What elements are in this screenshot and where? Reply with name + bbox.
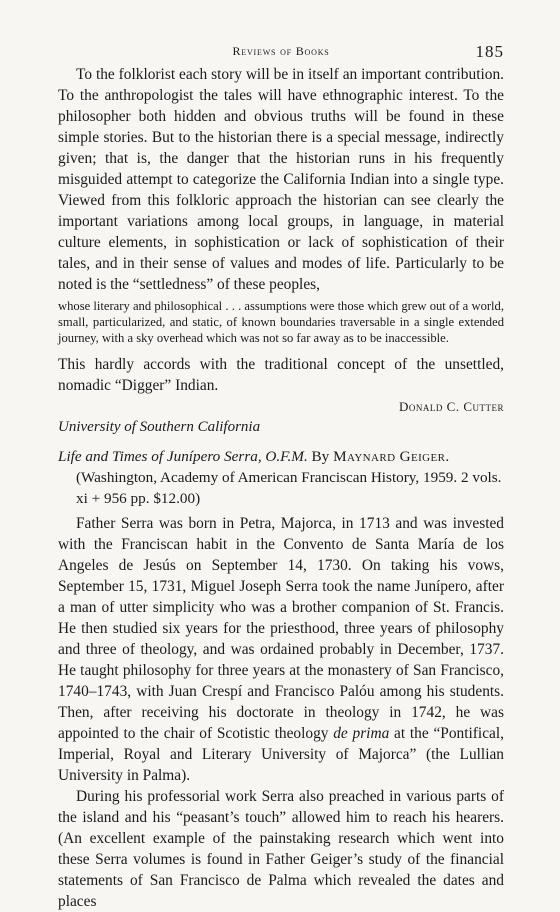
page-number: 185	[475, 42, 504, 61]
review-paragraph: To the folklorist each story will be in itself an important contribution. To the anthropologist the tales will have ethnographic interest. To the philosopher both hidden and obvious truths will be found in these simple stories. But to the historian there is a special message, indirectly given; that is, the danger that the historian runs in his frequently misguided attempt to categorize the California Indian into a single type. Viewed from this folkloric approach the historian can see clearly the important variations among local groups, in language, in material culture elements, in sophistication or lack of sophistication of their tales, and in their sense of values and modes of life. Particularly to be noted is the “settledness” of these peoples,	[58, 66, 504, 293]
review-paragraph	[58, 513, 504, 786]
book-citation	[58, 446, 504, 509]
review-serra	[58, 446, 504, 912]
running-head	[58, 42, 504, 64]
reviewer-name: Donald C. Cutter	[399, 399, 504, 415]
citation-details: . (Washington, Academy of American Franciscan History, 1959. 2 vols. xi + 956 pp. $12.00)	[76, 448, 502, 508]
paragraph-text: Father Serra was born in Petra, Majorca, in 1713 and was invested with the Franciscan habit in the Convento de Santa María de los Angeles de Jesús on September 14, 1730. On taking his vows, September 15, 1731, Miguel Joseph Serra took the name Junípero, after a man of utter simplicity who was a brother companion of St. Francis. He then studied six years for the priesthood, three years of philosophy and three of theology, and was ordained probably in December, 1737. He taught philosophy for three years at the monastery of San Francisco, 1740–1743, with Juan Crespí and Francisco Palóu among his students. Then, after receiving his doctorate in theology in 1742, he was appointed to the chair of Scotistic theology	[58, 515, 504, 743]
italic-phrase: de prima	[333, 725, 390, 743]
block-quote: whose literary and philosophical . . . assumptions were those which grew out of a world, small, particularized, and static, of known boundaries traversable in a single extended journey, with a sky overhead which was not so far away as to be inaccessible.	[58, 299, 504, 345]
paragraph-text: at the “Pontifical, Imperial, Royal and Literary University of Majorca” (the Lullian University in Palma).	[58, 725, 504, 785]
reviewer-affiliation: University of Southern California	[58, 419, 261, 436]
review-paragraph: During his professorial work Serra also preached in various parts of the island and his “peasant’s touch” allowed him to reach his hearers. (An excellent example of the painstaking research which went into these Serra volumes is found in Father Geiger’s study of the financial statements of San Francisco de Palma which revealed the dates and places	[58, 788, 504, 911]
book-author: Maynard Geiger	[333, 448, 446, 466]
citation-by: By	[307, 448, 334, 466]
running-title: Reviews of Books	[232, 44, 330, 58]
book-page	[58, 42, 504, 912]
book-title: Life and Times of Junípero Serra, O.F.M.	[58, 448, 308, 466]
review-closing-paragraph: This hardly accords with the traditional concept of the unsettled, nomadic “Digger” Indian.	[58, 356, 504, 395]
review-folklore	[58, 64, 504, 438]
